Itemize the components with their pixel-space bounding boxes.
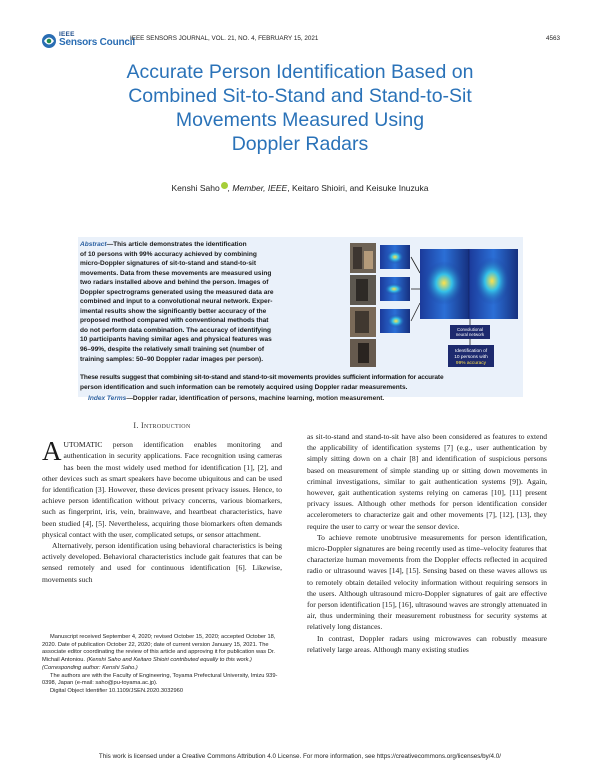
sensors-logo-icon: [40, 33, 58, 49]
title-line: Combined Sit-to-Stand and Stand-to-Sit: [128, 85, 472, 107]
radar-measurement-photos: [350, 243, 376, 367]
intro-paragraph-5: In contrast, Doppler radars using microwaves can robustly measure relatively large areas. Although many existing studies: [307, 633, 547, 654]
footnote-affiliation: The authors are with the Faculty of Engineering, Toyama Prefectural University, Imizu 939-0398, Japan (e-mail: saho@pu-toyama.ac.jp).: [42, 672, 278, 687]
small-spectrograms: [380, 245, 410, 333]
co-authors: , Keitaro Shioiri, and Keisuke Inuzuka: [287, 183, 429, 193]
cnn-label-line: neural network: [455, 332, 485, 337]
abstract-line: These results suggest that combining sit-to-stand and stand-to-sit movements provides sufficient information for accurate: [80, 374, 444, 381]
abstract-line: training samples: 50–90 Doppler radar images per person).: [80, 355, 264, 363]
abstract-line: do not perform data combination. The accuracy of identifying: [80, 326, 271, 334]
ieee-sensors-council-logo: [40, 31, 135, 50]
abstract-line: combined and input to a convolutional neural network. Exper-: [80, 298, 273, 306]
abstract-line: Doppler spectrograms generated using the measured data are: [80, 288, 274, 296]
intro-paragraph-3: as sit-to-stand and stand-to-sit have also been considered as features to extend the applicability of identification systems [7] (e.g., user authentication by simply sitting down on a chair [8] and identification of suspicious persons based on measurement of simple standing up or sitting down movements in criminal investigations, similar to gait authentication systems [9]). Again, however, gait authentication systems relying on cameras [10], [11] present privacy issues. Although other methods for person identification consider accelerometers to characterize gait and other movements [7], [12], [13], they require the user to carry or wear the sensor device.: [307, 432, 547, 531]
right-column: [307, 431, 547, 655]
abstract-line: 96–99%, despite the relatively small training set (number of: [80, 346, 265, 354]
index-terms-text: —Doppler radar, identification of persons, machine learning, motion measurement.: [126, 395, 385, 402]
title-line: Accurate Person Identification Based on: [126, 61, 474, 83]
result-label-line: Identification of: [454, 349, 488, 354]
abstract-line: movements. Data from these movements are measured using: [80, 269, 272, 277]
intro-paragraph-2: Alternatively, person identification using behavioral characteristics is being actively developed. Behavioral characteristics include gait features that can be sensed remotely and used for continuous identification [6]. Likewise, movements such: [42, 541, 282, 584]
footnotes: [42, 634, 282, 696]
cnn-label-line: Convolutional: [456, 327, 484, 332]
abstract-line: proposed method compared with conventional methods that: [80, 317, 269, 325]
page-header: [40, 32, 560, 50]
graphical-abstract-figure: [350, 243, 520, 369]
orcid-icon[interactable]: [221, 182, 228, 189]
license-footer: This work is licensed under a Creative Commons Attribution 4.0 License. For more information, see https://creativecommons.org/licenses/by/4.0/: [98, 753, 502, 760]
logo-council-text: Sensors Council: [59, 37, 135, 48]
author-role: , Member, IEEE: [227, 183, 288, 193]
journal-reference: IEEE SENSORS JOURNAL, VOL. 21, NO. 4, FEBRUARY 15, 2021: [130, 35, 319, 42]
footnote-manuscript: Manuscript received September 4, 2020; revised October 15, 2020; accepted October 18, 2020. Date of publication October 22, 2020; date of current version January 15, 2021. The associate editor coordinating the review of this article and approving it for publication was Dr. Michail Antoniou. (Kenshi Saho and Keitaro Shioiri contributed equally to this work.) (Corresponding author: Kenshi Saho.): [42, 634, 276, 671]
page-number: 4563: [545, 35, 560, 42]
paper-title: [60, 60, 540, 156]
footnote-doi: Digital Object Identifier 10.1109/JSEN.2020.3032960: [50, 687, 184, 694]
section-heading: I. Introduction: [133, 421, 191, 430]
author-name: Kenshi Saho: [171, 183, 220, 193]
result-label-line: 99% accuracy: [455, 361, 487, 366]
intro-paragraph-4: To achieve remote unobtrusive measurements for person identification, micro-Doppler signatures are being recently used as time–velocity features that characterize human movements from the Doppler effects reflected in acquired radio or ultrasound waves [14], [15]. Sensing based on these waves allows us to remotely obtain detailed velocity information without requiring sensors in the users. Although ultrasound micro-Doppler signatures of gait are effective for person identification [15], [16], ultrasound waves are strongly attenuated in air, thus undermining their measurement robustness for security systems at relatively long distances.: [307, 532, 547, 632]
abstract-line: of 10 persons with 99% accuracy achieved by combining: [80, 250, 257, 258]
abstract-line: 10 participants having similar ages and physical features was: [80, 336, 272, 344]
index-terms-label: Index Terms: [88, 395, 127, 402]
title-line: Movements Measured Using: [175, 109, 425, 131]
author-list: [60, 182, 540, 193]
left-column: [42, 420, 282, 585]
title-line: Doppler Radars: [231, 133, 369, 155]
abstract-label: Abstract: [80, 241, 107, 248]
abstract-text: [80, 240, 345, 364]
logo-ieee-text: IEEE: [59, 31, 75, 38]
abstract-line: imental results show the significantly better accuracy of the: [80, 307, 267, 315]
result-label-line: 10 persons with: [454, 355, 488, 360]
index-terms: [88, 395, 518, 402]
abstract-line: micro-Doppler signatures of sit-to-stand and stand-to-sit: [80, 260, 257, 268]
intro-paragraph-1: AUTOMATIC person identification enables monitoring and authentication in security applications. Face recognition using cameras has been the most widely used method for identification [1], [2], and other devices such as smart speakers have become ubiquitous and can be used for identification [3]. However, these devices present privacy issues. Hence, to achieve person identification without privacy concerns, various biomarkers, such as fingerprint, iris, vein, brainwave, and heartbeat characteristics, have been studied [4], [5]. Nevertheless, acquiring those biomarkers often demands physical contact with the user, complicated setups, or sensor attachment.: [42, 436, 282, 539]
abstract-line: person identification and such information can be remotely acquired using Doppler radar measurements.: [80, 383, 408, 391]
abstract-line: Abstract—This article demonstrates the identification: [80, 241, 247, 248]
combined-spectrogram: [420, 249, 518, 319]
drop-cap: A: [42, 436, 62, 467]
abstract-continuation: [80, 373, 522, 392]
abstract-line: two radars installed above and behind the person. Images of: [80, 279, 269, 287]
